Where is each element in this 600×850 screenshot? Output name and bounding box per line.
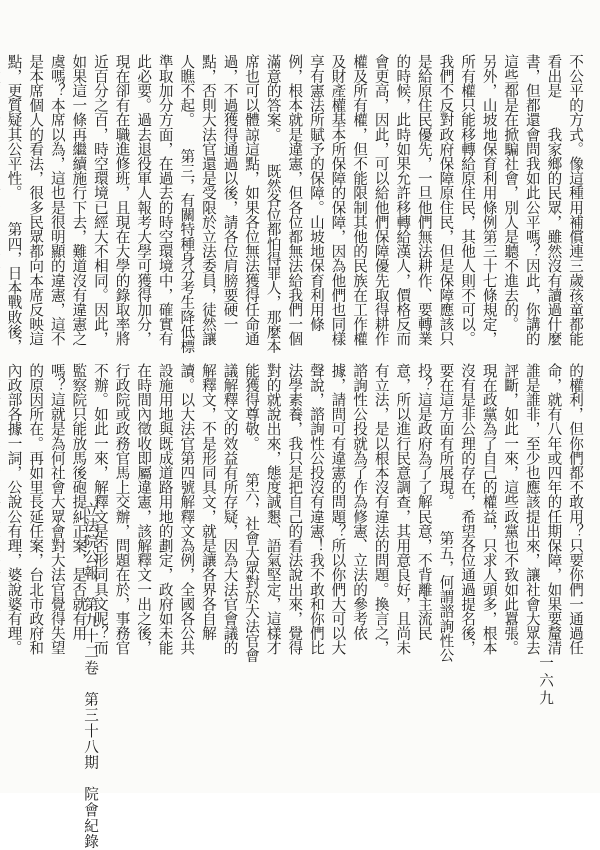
lower-text: 的權利，但你們都不敢用？只要你們一通過任命，就有八年或四年的任期保障，如果要釐清誰是誰非，至少也應該提出來，讓社會大眾去評斷，如此一來，這些政黨也不致如此囂張。現在政黨為了自己的權益，只求人頭多，根本沒有是非公理的存在，希望各位通過提名後，要在這方面有所展現。 第五，何謂諮詢性公投？這是政府為了了解民意，不背離主流民意，所以進行民意調查，其用意良好，且尚未有立法，是以根本沒有違法的問題。換言之，諮詢性公投就為了作為修憲、立法的參考依據，請問可有違憲的問題？所以你們大可以大聲說，諮詢性公投沒有違憲！我不敢和你們比法學素養，我只是把自己的看法說出來，覺得對的就說出來，態度誠懇、語氣堅定，這樣才能獲得尊敬。 第六，社會大眾對於大法官會議解釋文的效益有所存疑，因為大法官會議的解釋文，不是形同具文，就是讓各界各自解讀。以大法官第四號解釋文為例，全國各公共設施用地與既成道路用地的劃定，政府如未能在時間內徵收即屬違憲，該解釋文一出之後，行政院或政務官馬上交辦，問題在於，事務官不辦。如此一來，解釋文是否形同具文呢？而監察院只能放馬後砲提糾正案，是否就有用嗎？這就是為何社會大眾會對大法官覺得失望的原因所在。再如里長延任案，台北市政府和內政部各據一詞，公說公有理，婆說婆有理。: [5, 363, 584, 663]
page-number: 一六九: [537, 655, 554, 708]
lower-text-block: [5, 363, 586, 664]
upper-text: 不公平的方式。像這種用補償連三歲孩童都能看出是 我家鄉的民眾，雖然沒有讀過什麼書，但都還會問我如此公平嗎？因此，你講的這些都是在掀騙社會，別人是聽不進去的。 另外，山坡地保育利用條例第三十七條規定，所有權只能移轉給原住民，其他人則不可以。我們不反對政府保障原住民，但是保障應該只是給原住民優先，一旦他們無法耕作、要轉業的時候，此時如果允許移轉給漢人，價格反而會更高，因此，可以給他們保障優先取得耕作權及所有權，但不能限制其他的民族在工作權及財產權基本所保障的保障，因為他們也同樣享有憲法所賦予的保障。山坡地保育利用條例，根本就是違憲，但各位都無法給我們一個滿意的答案。 既然各位都怕得罪人，那麼本席也可以體諒這點，如果各位無法獲得任命通過，不過獲得通過以後，請各位肩膀要硬一點，否則大法官還是受限於立法委員，徒然讓人瞧不起。 第三，有關特種身分考生降低標準取加分方面，在過去的時空環境中，確實有此必要。過去退役軍人報考大學可獲得加分，現在卻有在職進修班，且現在大學的錄取率將近百分之百，時空環境已經大不相同。因此，如果這一條再繼續施行下去，難道沒有違憲之虞嗎？本席以為，這也是很明顯的違憲，這不是本席個人的看法，很多民眾都向本席反映這點，更質疑其公平性。 第四，日本戰敗後，: [5, 54, 584, 354]
publication-footer: 立法院公報 第九十二卷 第三十八期 院會紀錄: [82, 502, 99, 850]
upper-text-block: [5, 54, 586, 356]
